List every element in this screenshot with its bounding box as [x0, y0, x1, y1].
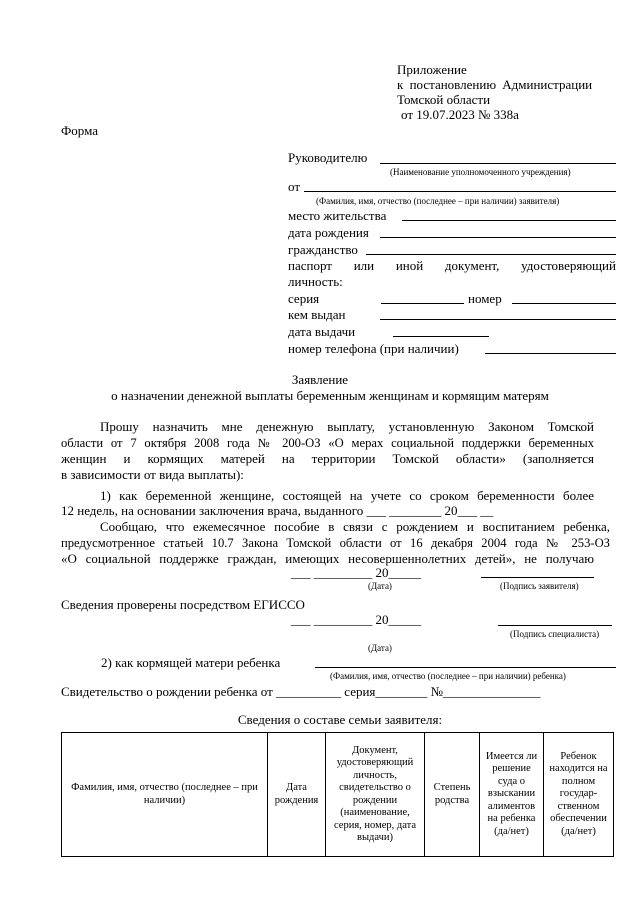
col-identity-document: Документ, удостоверяющий личность, свидетельство о рождении (наименование, серия, номер, дата выдачи) [326, 733, 425, 857]
item1-line-2: 12 недель, на основании заключения врача, выданного ___ ________ 20___ __ [61, 503, 494, 518]
date-hint-2: (Дата) [368, 643, 392, 653]
phone-line[interactable] [485, 353, 616, 354]
residence-label: место жительства [288, 208, 387, 223]
to-label: Руководителю [288, 150, 368, 165]
from-hint: (Фамилия, имя, отчество (последнее – при наличии) заявителя) [316, 196, 560, 206]
birth-certificate-line[interactable]: Свидетельство о рождении ребенка от __________ серия________ №_______________ [61, 684, 541, 699]
citizenship-label: гражданство [288, 242, 358, 257]
issued-by-label: кем выдан [288, 307, 346, 322]
child-name-hint: (Фамилия, имя, отчество (последнее – при наличии) ребенка) [330, 671, 566, 681]
family-table-header-row [62, 733, 614, 857]
statement-subtitle: о назначении денежной выплаты беременным женщинам и кормящим матерям [111, 388, 549, 403]
passport-word-4: документ, [444, 258, 500, 273]
p1-line-1: Прошу назначить мне денежную выплату, установленную Законом Томской [100, 419, 594, 434]
identity-label: личность: [288, 274, 343, 289]
issue-date-line[interactable] [393, 336, 489, 337]
col-alimony-decision: Имеется ли решение суда о взыскании алиментов на ребенка (да/нет) [480, 733, 544, 857]
child-name-line[interactable] [315, 667, 616, 668]
series-line[interactable] [381, 303, 464, 304]
date-line-1[interactable]: ___ _________ 20_____ [291, 565, 421, 580]
item2-label: 2) как кормящей матери ребенка [101, 655, 281, 670]
appendix-line-1: Приложение [397, 62, 467, 77]
passport-word-1: паспорт [288, 258, 332, 273]
appendix-line-2: к постановлению Администрации [397, 77, 593, 92]
applicant-sign-line[interactable] [481, 577, 594, 578]
to-line[interactable] [380, 163, 616, 164]
passport-word-3: иной [395, 258, 424, 273]
appendix-line-3: Томской области [397, 92, 491, 107]
applicant-sign-hint: (Подпись заявителя) [500, 581, 579, 591]
p2-line-2: предусмотренное статьей 10.7 Закона Томской области от 16 декабря 2004 года № 253-ОЗ [61, 536, 610, 550]
p1-line-4: в зависимости от вида выплаты): [61, 467, 244, 482]
passport-word-2: или [353, 258, 375, 273]
passport-word-5: удостоверяющий [521, 258, 616, 273]
p2-line-1: Сообщаю, что ежемесячное пособие в связи с рождением и воспитанием ребенка, [100, 519, 610, 534]
citizenship-line[interactable] [366, 254, 616, 255]
date-hint-1: (Дата) [368, 581, 392, 591]
appendix-line-4: от 19.07.2023 № 338а [401, 107, 519, 122]
col-birth-date: Дата рождения [268, 733, 326, 857]
p1-line-2: области от 7 октября 2008 года № 200-ОЗ «О мерах социальной поддержки беременных [61, 436, 594, 450]
from-line[interactable] [304, 191, 616, 192]
col-state-support: Ребенок находится на полном государ-ственном обеспечении (да/нет) [544, 733, 614, 857]
birth-date-label: дата рождения [288, 225, 369, 240]
series-label: серия [288, 291, 320, 306]
statement-title: Заявление [291, 372, 349, 387]
issued-by-line[interactable] [380, 319, 616, 320]
residence-line[interactable] [402, 220, 616, 221]
specialist-sign-hint: (Подпись специалиста) [510, 629, 600, 639]
specialist-sign-line[interactable] [498, 625, 612, 626]
date-line-2[interactable]: ___ _________ 20_____ [291, 612, 421, 627]
col-relationship: Степень родства [425, 733, 480, 857]
family-table [61, 732, 614, 857]
item1-line-1: 1) как беременной женщине, состоящей на учете со сроком беременности более [100, 488, 594, 503]
form-label: Форма [61, 123, 98, 138]
passport-line [288, 258, 616, 273]
birth-date-line[interactable] [380, 237, 616, 238]
number-line[interactable] [512, 303, 616, 304]
issue-date-label: дата выдачи [288, 324, 356, 339]
p2-line-3: «О социальной поддержке граждан, имеющих несовершеннолетних детей», не получаю [61, 551, 594, 566]
from-label: от [288, 179, 301, 194]
number-label: номер [468, 291, 502, 306]
family-heading: Сведения о составе семьи заявителя: [237, 712, 443, 727]
col-full-name: Фамилия, имя, отчество (последнее – при наличии) [62, 733, 268, 857]
egisso-line: Сведения проверены посредством ЕГИССО [61, 597, 305, 612]
p1-line-3: женщин и кормящих матерей на территории Томской области» (заполняется [61, 451, 594, 466]
to-hint: (Наименование уполномоченного учреждения) [390, 167, 571, 177]
phone-label: номер телефона (при наличии) [288, 341, 459, 356]
